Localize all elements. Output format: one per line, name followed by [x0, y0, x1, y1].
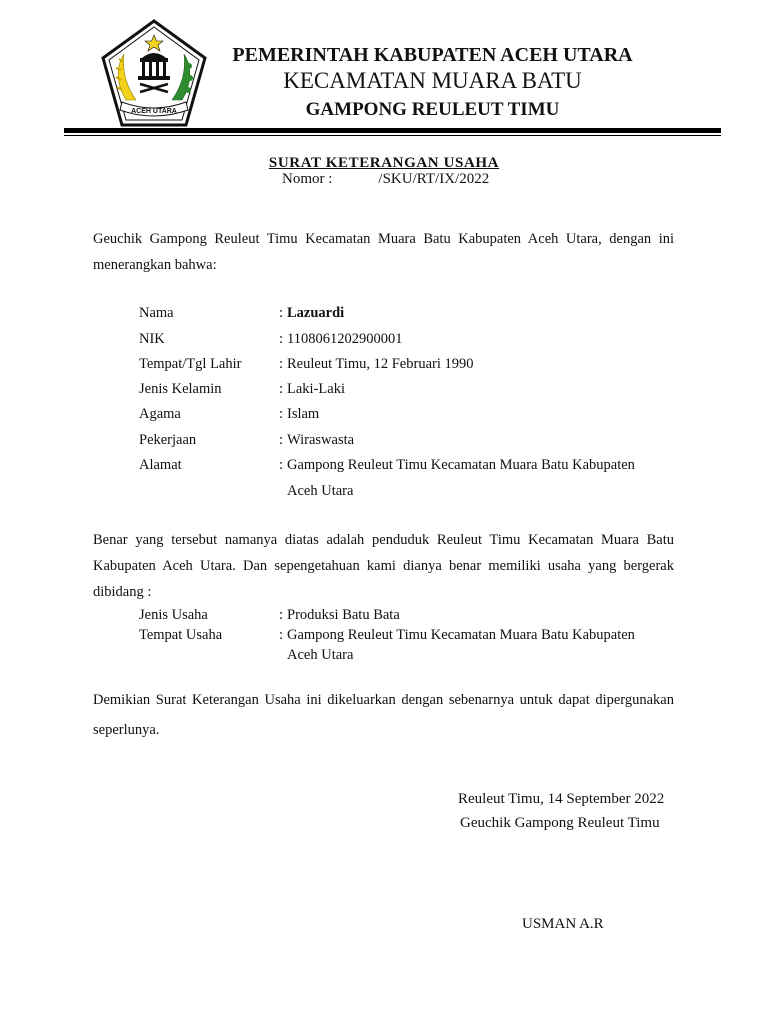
identity-colon: : [279, 331, 284, 347]
letter-number [282, 171, 489, 188]
identity-colon: : [279, 356, 284, 372]
identity-label: Jenis Kelamin [139, 381, 222, 397]
business-colon: : [279, 607, 284, 623]
signature-position: Geuchik Gampong Reuleut Timu [460, 815, 660, 831]
business-label: Jenis Usaha [139, 607, 208, 623]
identity-colon: : [279, 381, 284, 397]
signature-name: USMAN A.R [522, 916, 604, 932]
identity-colon: : [279, 305, 284, 321]
letterhead-line-3: GAMPONG REULEUT TIMU [305, 99, 560, 120]
identity-value: 1108061202900001 [287, 331, 403, 347]
identity-value-cont: Aceh Utara [287, 483, 354, 499]
business-value: Gampong Reuleut Timu Kecamatan Muara Batu Kabupaten [287, 627, 635, 643]
intro-paragraph: Geuchik Gampong Reuleut Timu Kecamatan Muara Batu Kabupaten Aceh Utara, dengan ini menerangkan bahwa: [93, 231, 674, 273]
identity-colon: : [279, 457, 284, 473]
identity-value: Lazuardi [287, 305, 345, 321]
nomor-value: /SKU/RT/IX/2022 [378, 171, 490, 187]
identity-label: Nama [139, 305, 174, 321]
identity-value: Reuleut Timu, 12 Februari 1990 [287, 356, 474, 372]
letterhead-rule-thick [64, 128, 721, 133]
identity-label: Agama [139, 406, 181, 422]
letterhead-line-2: KECAMATAN MUARA BATU [283, 68, 582, 93]
body-paragraph: Benar yang tersebut namanya diatas adalah penduduk Reuleut Timu Kecamatan Muara Batu Kabupaten Aceh Utara. Dan sepengetahuan kami dianya benar memiliki usaha yang bergerak dibidang : [93, 532, 674, 600]
identity-value: Wiraswasta [287, 432, 355, 448]
logo-text: ACEH UTARA [131, 108, 177, 115]
business-value-cont: Aceh Utara [287, 647, 354, 663]
signature-place-date: Reuleut Timu, 14 September 2022 [458, 791, 665, 807]
closing-paragraph: Demikian Surat Keterangan Usaha ini dikeluarkan dengan sebenarnya untuk dapat dipergunakan seperlunya. [93, 692, 674, 738]
identity-label: Pekerjaan [139, 432, 197, 448]
identity-value: Gampong Reuleut Timu Kecamatan Muara Batu Kabupaten [287, 457, 635, 473]
identity-value: Islam [287, 406, 320, 422]
identity-label: Tempat/Tgl Lahir [139, 356, 242, 372]
identity-value: Laki-Laki [287, 381, 345, 397]
letterhead-rule-thin [64, 135, 721, 136]
identity-label: Alamat [139, 457, 182, 473]
identity-colon: : [279, 406, 284, 422]
identity-label: NIK [139, 331, 165, 347]
nomor-label: Nomor : [282, 171, 333, 187]
letterhead-line-1: PEMERINTAH KABUPATEN ACEH UTARA [232, 44, 633, 66]
identity-colon: : [279, 432, 284, 448]
business-label: Tempat Usaha [139, 627, 223, 643]
letter-title: SURAT KETERANGAN USAHA [268, 155, 500, 171]
business-colon: : [279, 627, 284, 643]
business-value: Produksi Batu Bata [287, 607, 400, 623]
